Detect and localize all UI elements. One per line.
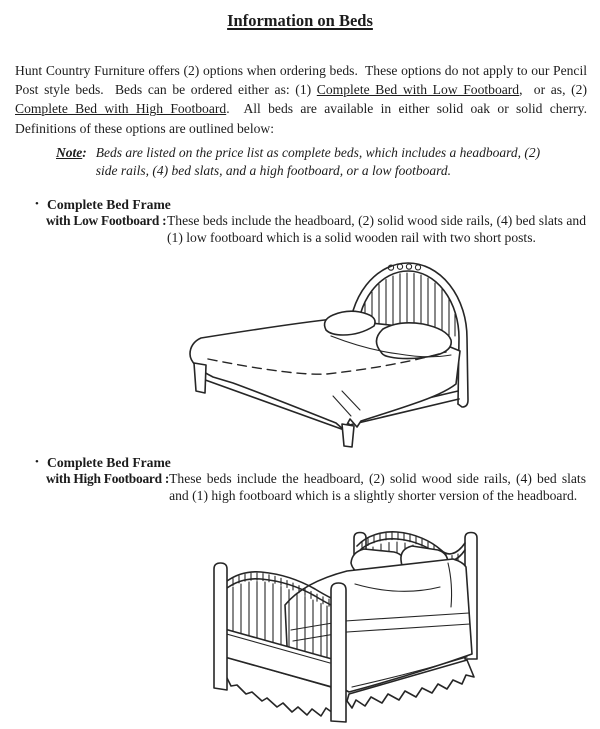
- option-heading-line: [35, 454, 586, 471]
- underlined-phrase-low-footboard: Complete Bed with Low Footboard: [316, 82, 520, 98]
- intro-segment: , or as, (2): [519, 82, 591, 98]
- option-heading: Complete Bed Frame: [47, 455, 171, 470]
- page-title: [0, 11, 600, 31]
- low-footboard-bed-illustration: [185, 258, 475, 448]
- intro-segment: . All beds are available in either solid oak or solid cherry. Definitions of these options are outlined below:: [15, 101, 594, 136]
- option-description: These beds include the headboard, (2) solid wood side rails, (4) bed slats and (1) high footboard which is a slightly shorter version of the headboard.: [169, 471, 586, 503]
- underlined-phrase-high-footboard: Complete Bed with High Footboard: [15, 101, 227, 117]
- intro-segment: Hunt Country Furniture offers (2) options when ordering beds. These options do not apply to our Pencil Post style beds. Beds can be ordered either as: (1): [15, 63, 591, 98]
- option-definition-row: [46, 213, 586, 247]
- option-description: These beds include the headboard, (2) solid wood side rails, (4) bed slats and (1) low footboard which is a solid wooden rail with two short posts.: [167, 213, 586, 245]
- option-definition-row: [46, 471, 586, 505]
- note-block: [56, 144, 556, 179]
- option-heading-line: [35, 196, 586, 213]
- bullet-icon: •: [35, 456, 39, 468]
- page-title-text: Information on Beds: [227, 11, 373, 30]
- option-term: with Low Footboard :: [46, 213, 167, 228]
- note-text: Beds are listed on the price list as complete beds, which includes a headboard, (2) side rails, (4) bed slats, and a high footboard, or a low footboard.: [95, 145, 541, 178]
- option-low-footboard: [35, 196, 586, 247]
- footboard-post: [214, 563, 227, 690]
- note-label: Note:: [56, 145, 87, 160]
- option-high-footboard: [35, 454, 586, 505]
- intro-paragraph: [15, 61, 594, 138]
- bullet-icon: •: [35, 198, 39, 210]
- option-term: with High Footboard :: [46, 471, 170, 486]
- high-footboard-bed-illustration: [195, 529, 495, 729]
- footboard-post: [331, 583, 346, 722]
- option-heading: Complete Bed Frame: [47, 197, 171, 212]
- pillow: [376, 323, 451, 359]
